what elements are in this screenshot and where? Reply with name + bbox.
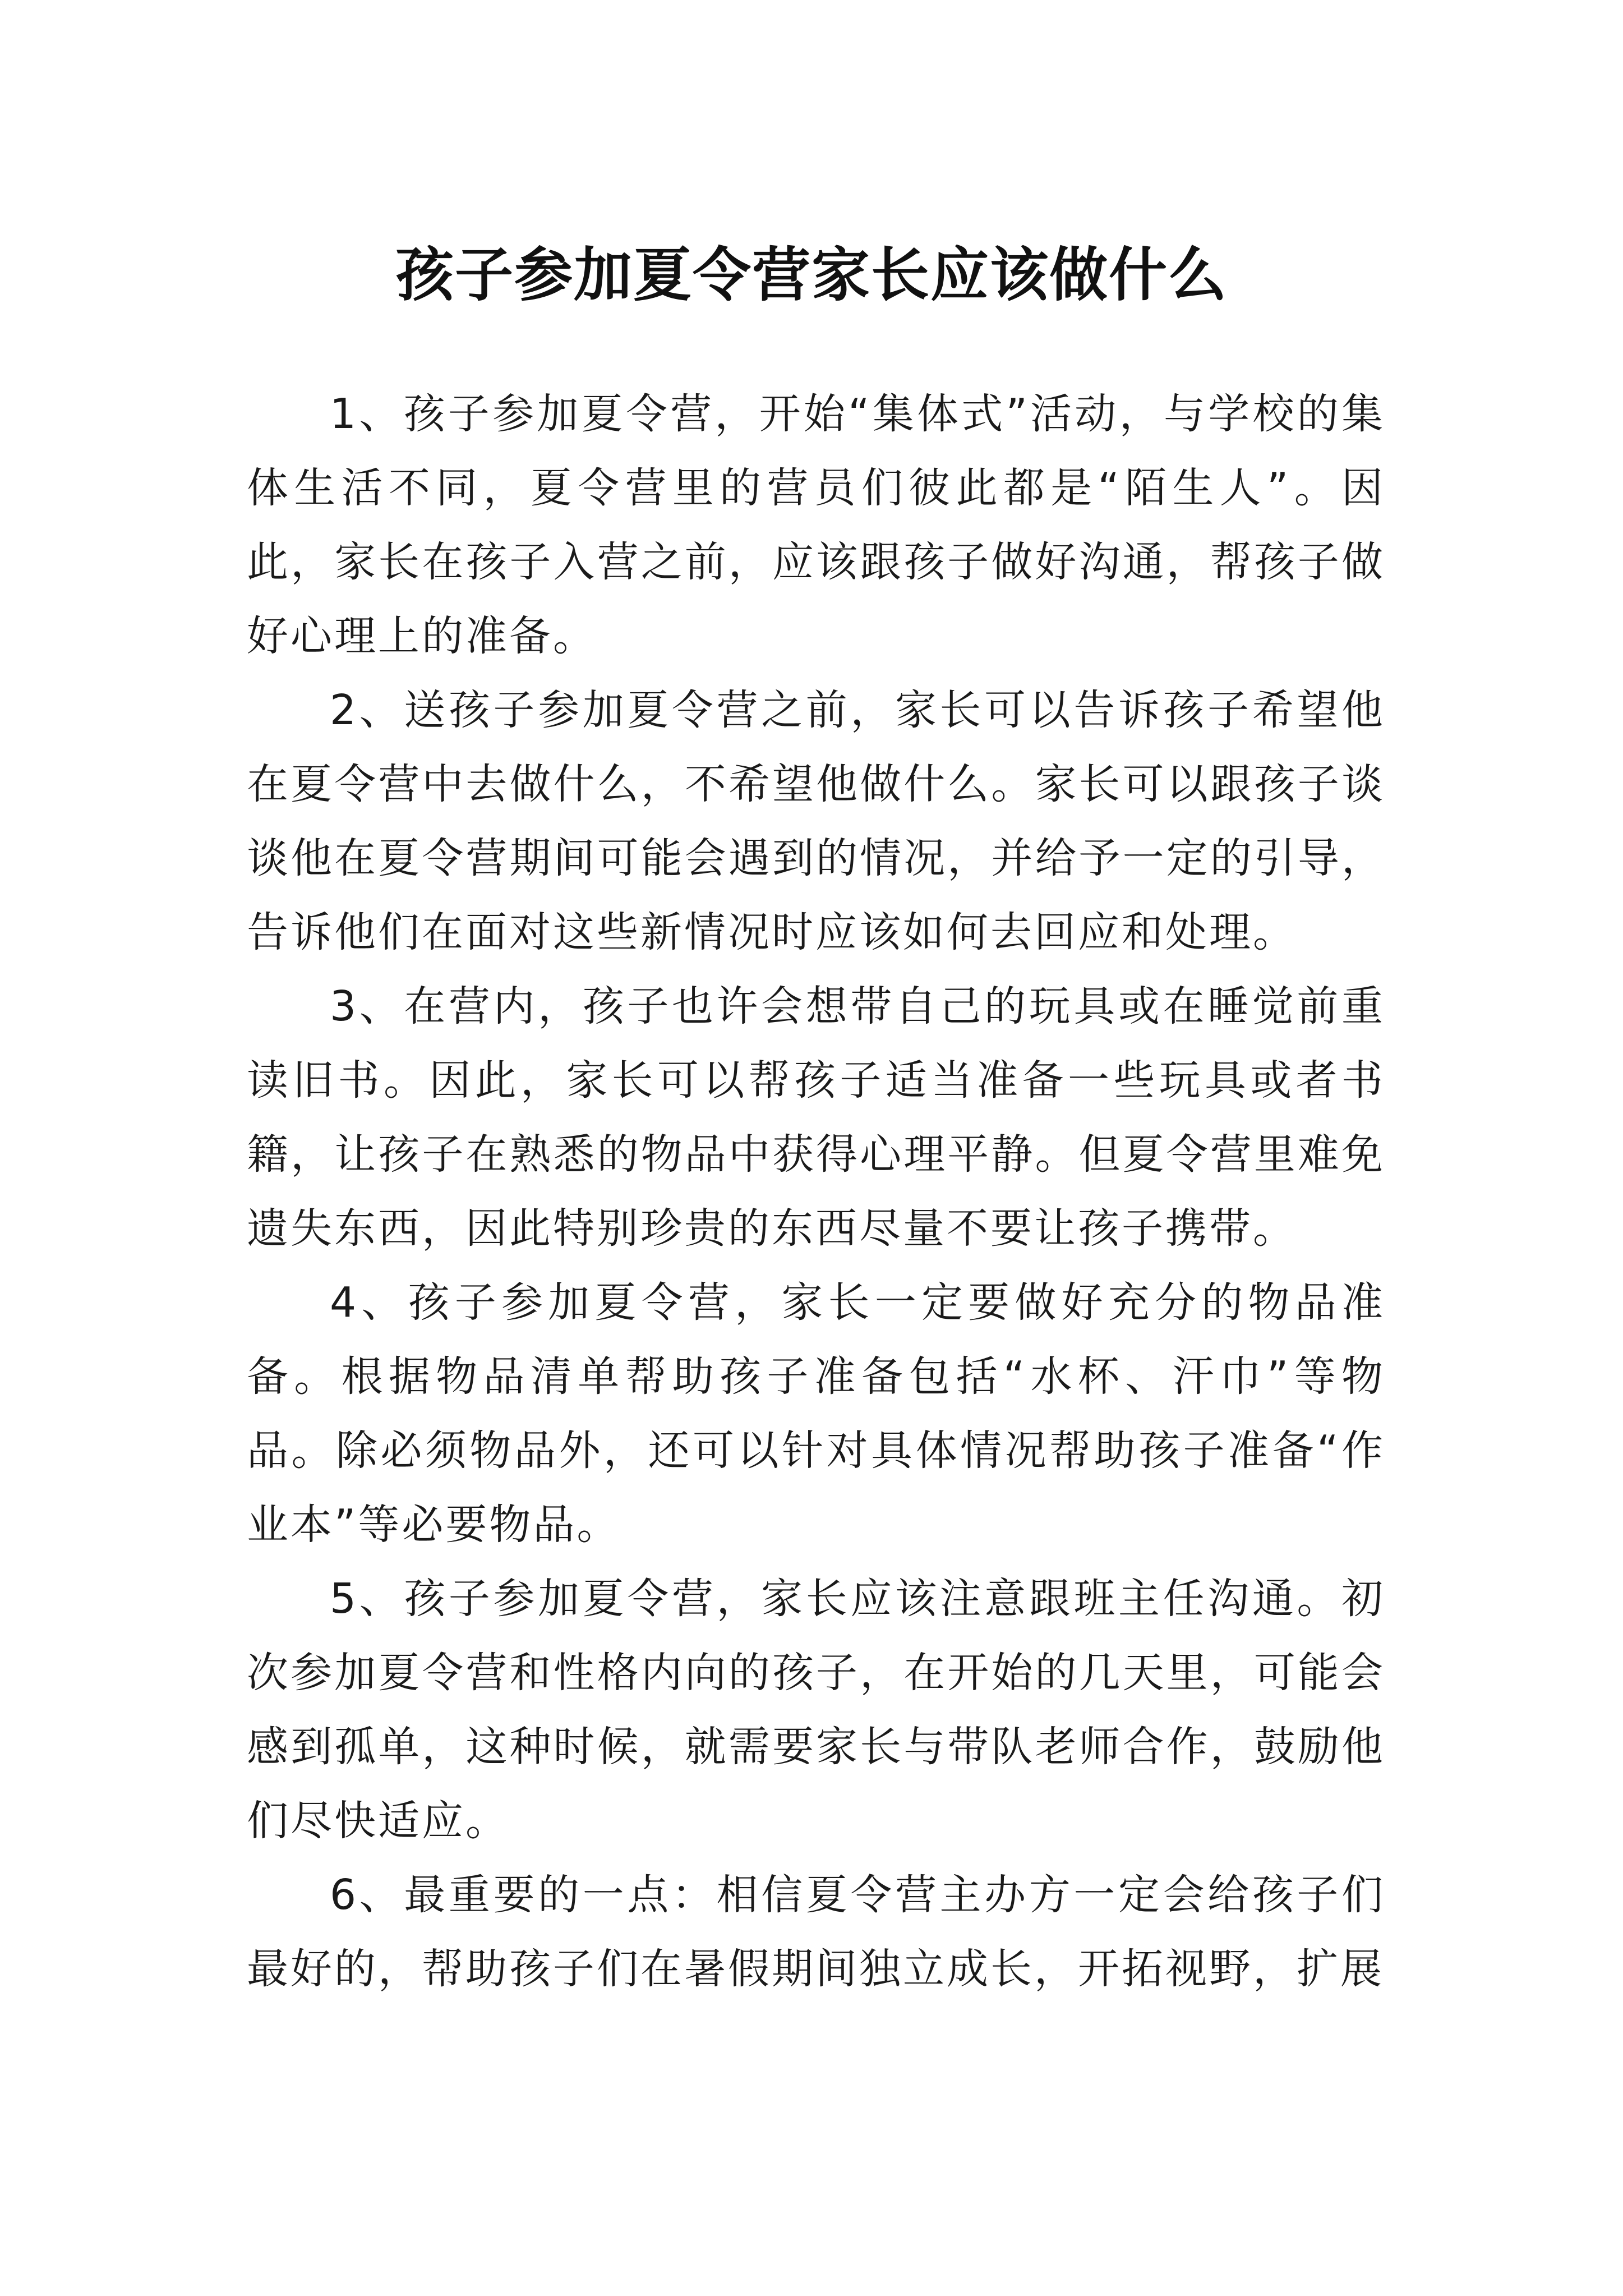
document-body [247,377,1385,2006]
paragraph-1: 1、孩子参加夏令营，开始“集体式”活动，与学校的集体生活不同，夏令营里的营员们彼此都是“陌生人”。因此，家长在孩子入营之前，应该跟孩子做好沟通，帮孩子做好心理上的准备。 [247,390,1385,660]
paragraph-5: 5、孩子参加夏令营，家长应该注意跟班主任沟通。初次参加夏令营和性格内向的孩子，在开始的几天里，可能会感到孤单，这种时候，就需要家长与带队老师合作，鼓励他们尽快适应。 [247,1575,1385,1845]
paragraph-6: 6、最重要的一点：相信夏令营主办方一定会给孩子们最好的，帮助孩子们在暑假期间独立成长，开拓视野，扩展 [247,1871,1385,1993]
paragraph-2: 2、送孩子参加夏令营之前，家长可以告诉孩子希望他在夏令营中去做什么，不希望他做什么。家长可以跟孩子谈谈他在夏令营期间可能会遇到的情况，并给予一定的引导，告诉他们在面对这些新情况时应该如何去回应和处理。 [247,686,1385,956]
paragraph-3: 3、在营内，孩子也许会想带自己的玩具或在睡觉前重读旧书。因此，家长可以帮孩子适当准备一些玩具或者书籍，让孩子在熟悉的物品中获得心理平静。但夏令营里难免遗失东西，因此特别珍贵的东西尽量不要让孩子携带。 [247,982,1385,1253]
document-title: 孩子参加夏令营家长应该做什么 [395,240,1228,309]
paragraph-4: 4、孩子参加夏令营，家长一定要做好充分的物品准备。根据物品清单帮助孩子准备包括“水杯、汗巾”等物品。除必须物品外，还可以针对具体情况帮助孩子准备“作业本”等必要物品。 [247,1278,1385,1549]
